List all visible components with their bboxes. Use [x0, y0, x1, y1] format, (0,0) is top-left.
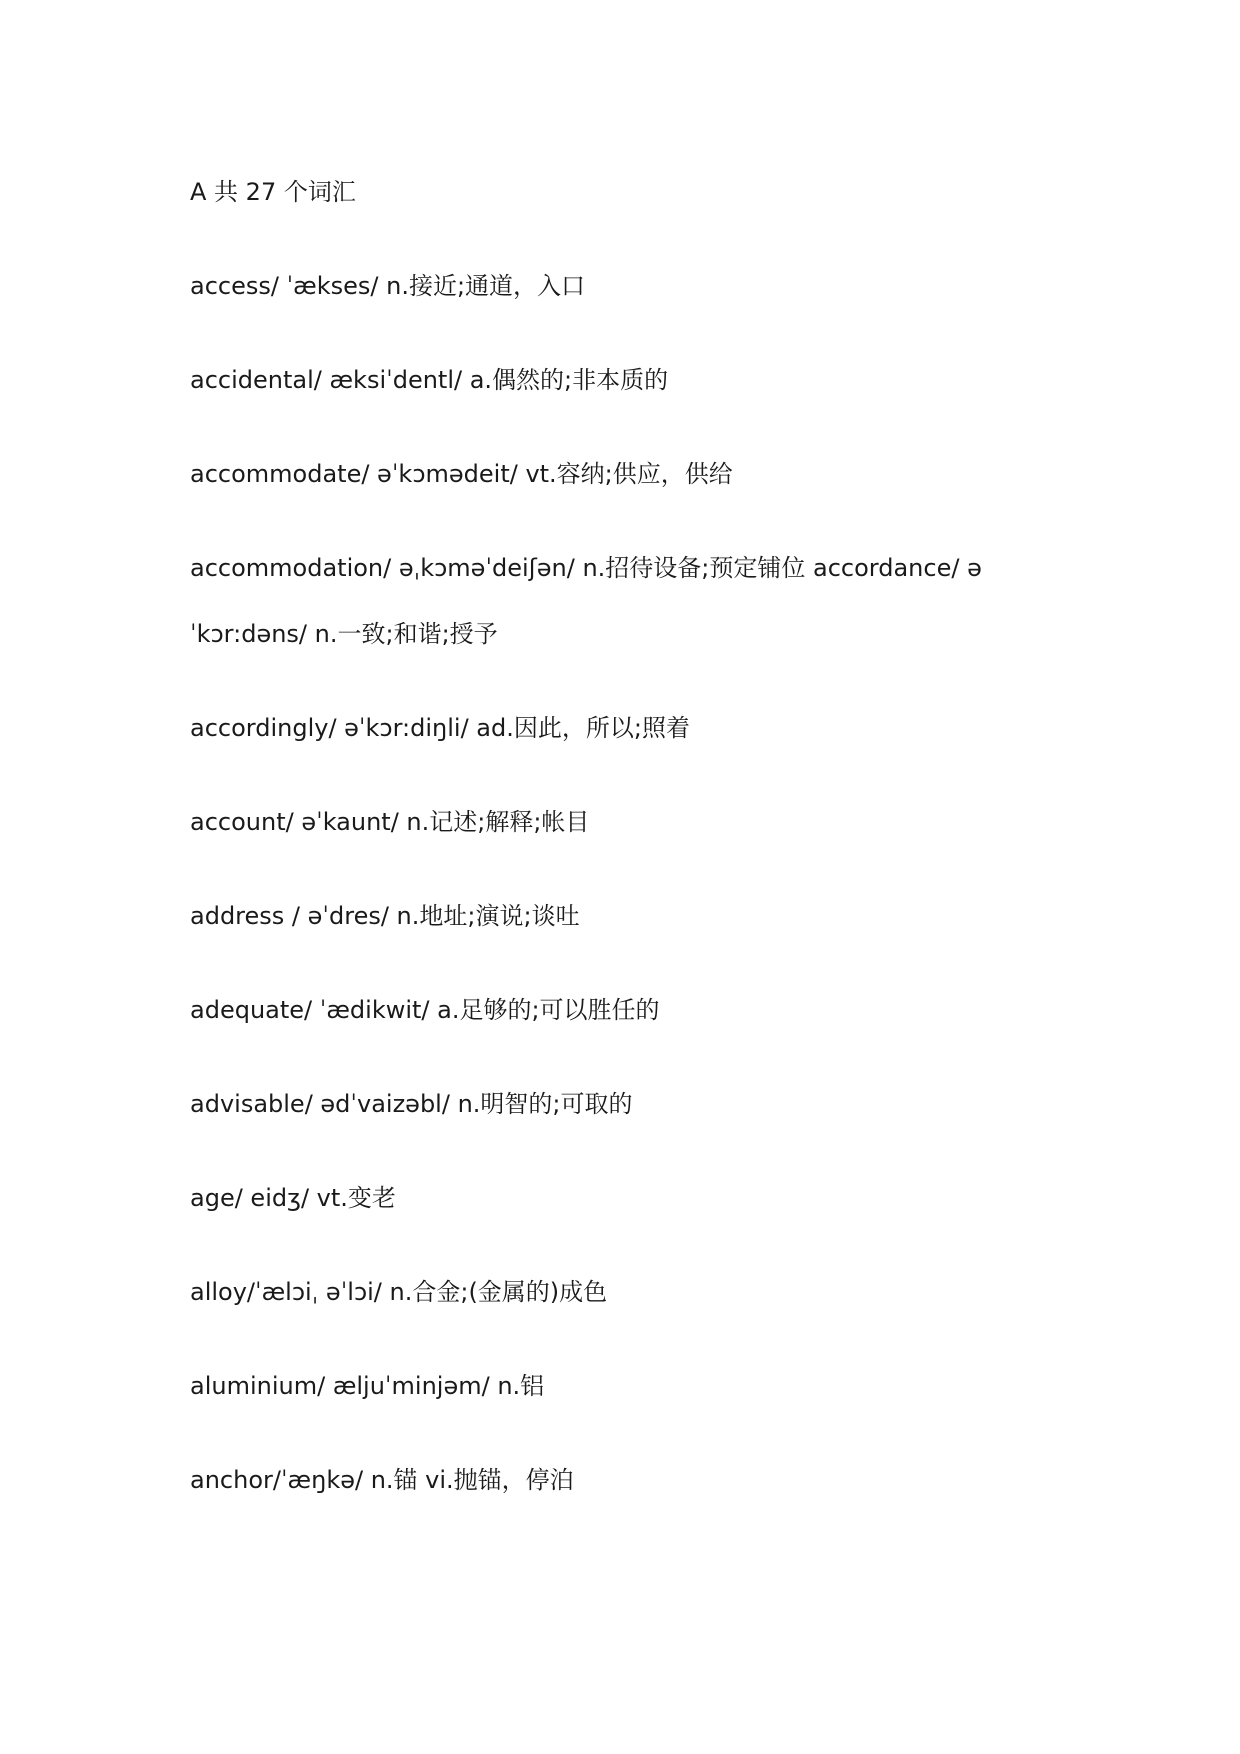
section-heading: A 共 27 个词汇	[190, 178, 356, 206]
vocab-entry: aluminium/ æljuˈminjəm/ n.铝	[190, 1372, 545, 1400]
vocab-entry: age/ eidʒ/ vt.变老	[190, 1184, 396, 1212]
vocab-entry: address / əˈdres/ n.地址;演说;谈吐	[190, 902, 580, 930]
vocab-entry: advisable/ ədˈvaizəbl/ n.明智的;可取的	[190, 1090, 633, 1118]
vocab-entry: access/ ˈækses/ n.接近;通道，入口	[190, 272, 586, 300]
vocab-entry: anchor/ˈæŋkə/ n.锚 vi.抛锚，停泊	[190, 1466, 574, 1494]
vocab-entry: accommodation/ əˌkɔməˈdeiʃən/ n.招待设备;预定铺位 accordance/ ə	[190, 554, 982, 582]
vocab-entry: accidental/ æksiˈdentl/ a.偶然的;非本质的	[190, 366, 669, 394]
vocab-entry-continuation: ˈkɔr:dəns/ n.一致;和谐;授予	[190, 620, 498, 648]
vocab-entry: adequate/ ˈædikwit/ a.足够的;可以胜任的	[190, 996, 660, 1024]
vocabulary-list	[190, 176, 1020, 1558]
vocab-entry: accordingly/ əˈkɔr:diŋli/ ad.因此，所以;照着	[190, 714, 690, 742]
vocab-entry: accommodate/ əˈkɔmədeit/ vt.容纳;供应，供给	[190, 460, 733, 488]
vocab-entry: alloy/ˈælɔiˌ əˈlɔi/ n.合金;(金属的)成色	[190, 1278, 608, 1306]
vocab-entry: account/ əˈkaunt/ n.记述;解释;帐目	[190, 808, 590, 836]
